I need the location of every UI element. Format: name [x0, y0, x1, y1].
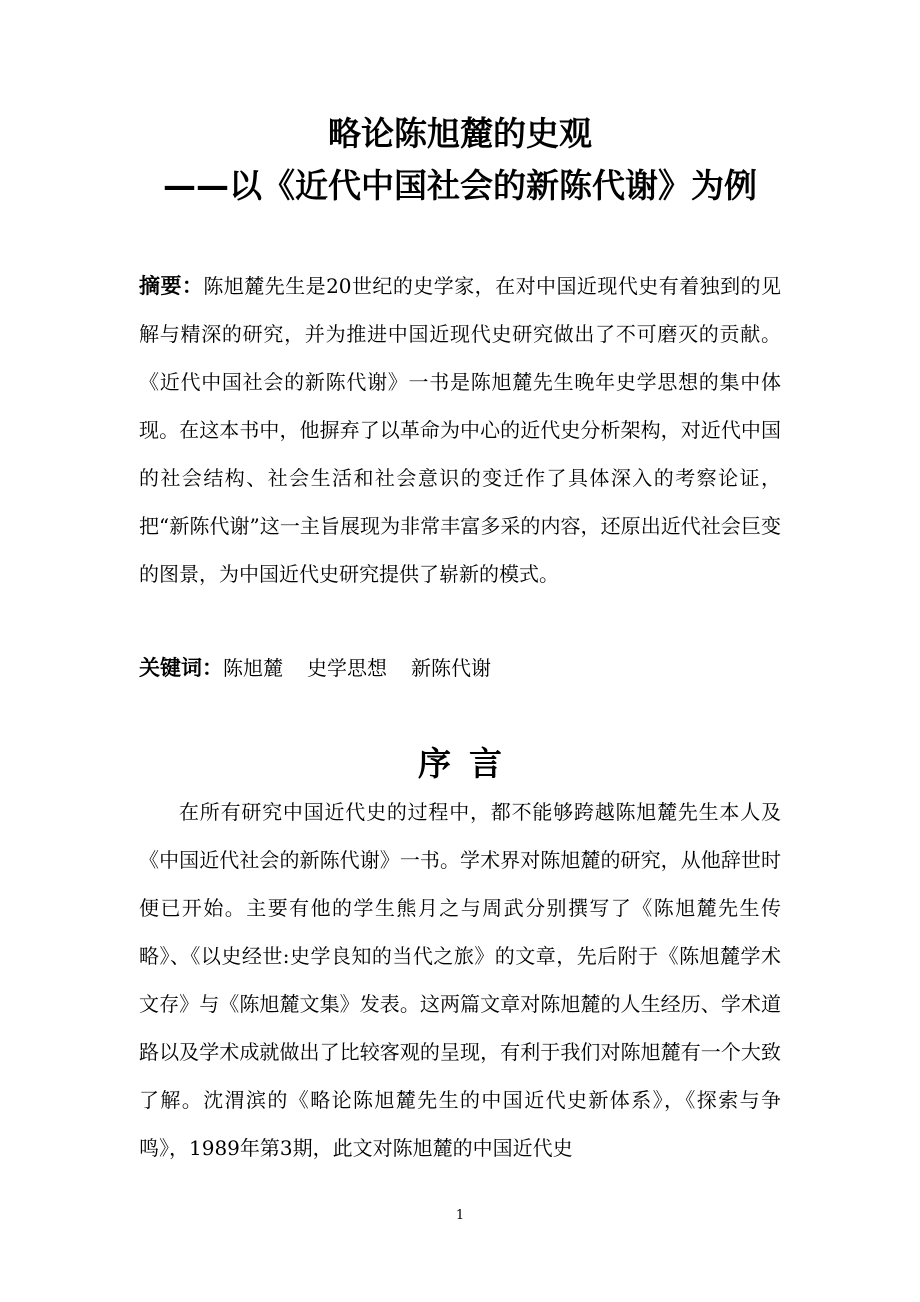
- page-number: 1: [455, 1208, 465, 1223]
- section-heading-preface: 序言: [418, 744, 520, 783]
- keywords-line: [139, 644, 491, 692]
- intro-paragraph: 在所有研究中国近代史的过程中，都不能够跨越陈旭麓先生本人及《中国近代社会的新陈代谢》一书。学术界对陈旭麓的研究，从他辞世时便已开始。主要有他的学生熊月之与周武分别撰写了《陈旭麓先生传略》、《以史经世:史学良知的当代之旅》的文章，先后附于《陈旭麓学术文存》与《陈旭麓文集》发表。这两篇文章对陈旭麓的人生经历、学术道路以及学术成就做出了比较客观的呈现，有利于我们对陈旭麓有一个大致了解。沈渭滨的《略论陈旭麓先生的中国近代史新体系》，《探索与争鸣》，1989年第3期，此文对陈旭麓的中国近代史: [139, 800, 781, 1160]
- keyword-item: 新陈代谢: [411, 656, 491, 680]
- keyword-item: 陈旭麓: [223, 656, 283, 680]
- keyword-item: 史学思想: [307, 656, 387, 680]
- title-line-2: ——以《近代中国社会的新陈代谢》为例: [163, 166, 757, 205]
- abstract-text: 陈旭麓先生是20世纪的史学家，在对中国近现代史有着独到的见解与精深的研究，并为推进中国近现代史研究做出了不可磨灭的贡献。《近代中国社会的新陈代谢》一书是陈旭麓先生晚年史学思想的集中体现。在这本书中，他摒弃了以革命为中心的近代史分析架构，对近代中国的社会结构、社会生活和社会意识的变迁作了具体深入的考察论证，把“新陈代谢”这一主旨展现为非常丰富多采的内容，还原出近代社会巨变的图景，为中国近代史研究提供了崭新的模式。: [139, 274, 782, 586]
- abstract-label: 摘要：: [139, 274, 204, 298]
- keywords-label: 关键词：: [139, 656, 223, 680]
- abstract-paragraph: [139, 262, 781, 598]
- title-line-1: 略论陈旭麓的史观: [328, 114, 592, 153]
